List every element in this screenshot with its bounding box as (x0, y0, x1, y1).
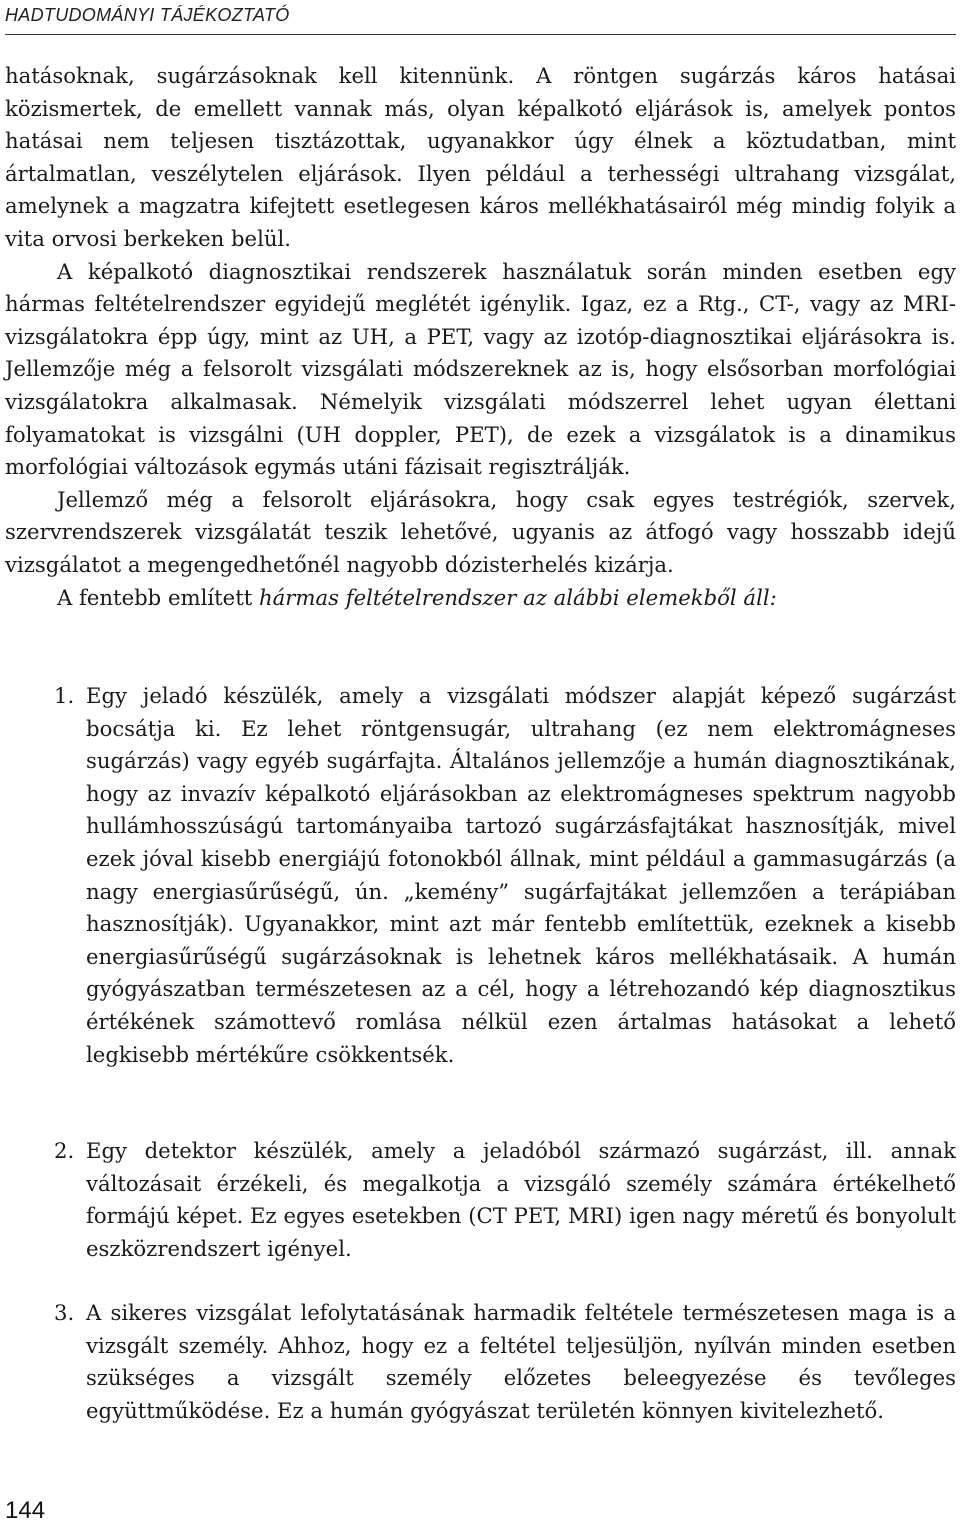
list-item-number: 2. (54, 1138, 75, 1163)
list-item-text: Egy jeladó készülék, amely a vizsgálati módszer alapját képező sugárzást bocsátja ki. Ez lehet röntgensugár, ultrahang (ez nem elektromágneses sugárzás) vagy egyéb sugárfajta. Általános jellemzője a humán diagnosztikának, hogy az invazív képalkotó eljárásokban az elektromágneses spektrum nagyobb hullámhosszúságú tartományaiba tartozó sugárzásfajtákat hasznosítják, mivel ezek jóval kisebb energiájú fotonokból állnak, mint például a gammasugárzás (a nagy energiasűrűségű, ún. „kemény” sugárfajtákat jellemzően a terápiában hasznosítják). Ugyanakkor, mint azt már fentebb említettük, ezeknek a kisebb energiasűrűségű sugárzásoknak is lehetnek káros mellékhatásaik. A humán gyógyászatban természetesen az a cél, hogy a létrehozandó kép diagnosztikus értékének számottevő romlása nélkül ezen ártalmas hatásokat a lehető legkisebb mértékűre csökkentsék. (86, 683, 956, 1067)
list-item-1 (5, 680, 956, 1071)
paragraph-4-lead: A fentebb említett (57, 584, 259, 610)
paragraph-2: A képalkotó diagnosztikai rendszerek használatuk során minden esetben egy hármas feltételrendszer egyidejű meglétét igénylik. Igaz, ez a Rtg., CT-, vagy az MRI-vizsgálatokra épp úgy, mint az UH, a PET, vagy az izotóp-diagnosztikai eljárásokra is. Jellemzője még a felsorolt vizsgálati módszereknek az is, hogy elsősorban morfológiai vizsgálatokra alkalmasak. Némelyik vizsgálati módszerrel lehet ugyan élettani folyamatokat is vizsgálni (UH doppler, PET), de ezek a vizsgálatok is a dinamikus morfológiai változások egymás utáni fázisait regisztrálják. (5, 258, 956, 480)
list-item-number: 1. (54, 683, 75, 708)
page-number: 144 (5, 1497, 46, 1524)
body-text (5, 60, 956, 614)
paragraph-4-italic: hármas feltételrendszer az alábbi elemekből áll: (258, 584, 777, 610)
paragraph-3: Jellemző még a felsorolt eljárásokra, hogy csak egyes testrégiók, szervek, szervrendszerek vizsgálatát teszik lehetővé, ugyanis az átfogó vagy hosszabb idejű vizsgálatot a megengedhetőnél nagyobb dózisterhelés kizárja. (5, 486, 956, 577)
list-item-number: 3. (54, 1300, 75, 1325)
running-header: HADTUDOMÁNYI TÁJÉKOZTATÓ (5, 5, 290, 25)
header-divider (5, 34, 956, 35)
paragraph-4 (5, 582, 956, 615)
list-item-3 (5, 1297, 956, 1427)
list-item-text: Egy detektor készülék, amely a jeladóból származó sugárzást, ill. annak változásait érzékeli, és megalkotja a vizsgáló személy számára értékelhető formájú képet. Ez egyes esetekben (CT PET, MRI) igen nagy méretű és bonyolult eszközrendszert igényel. (86, 1138, 956, 1261)
paragraph-1: hatásoknak, sugárzásoknak kell kitennünk. A röntgen sugárzás káros hatásai közismertek, de emellett vannak más, olyan képalkotó eljárások is, amelyek pontos hatásai nem teljesen tisztázottak, ugyanakkor úgy élnek a köztudatban, mint ártalmatlan, veszélytelen eljárások. Ilyen például a terhességi ultrahang vizsgálat, amelynek a magzatra kifejtett esetlegesen káros mellékhatásairól még mindig folyik a vita orvosi berkeken belül. (5, 63, 956, 251)
list-item-2 (5, 1135, 956, 1265)
list-item-text: A sikeres vizsgálat lefolytatásának harmadik feltétele természetesen maga is a vizsgált személy. Ahhoz, hogy ez a feltétel teljesüljön, nyílván minden esetben szükséges a vizsgált személy előzetes beleegyezése és tevőleges együttműködése. Ez a humán gyógyászat területén könnyen kivitelezhető. (86, 1300, 956, 1423)
